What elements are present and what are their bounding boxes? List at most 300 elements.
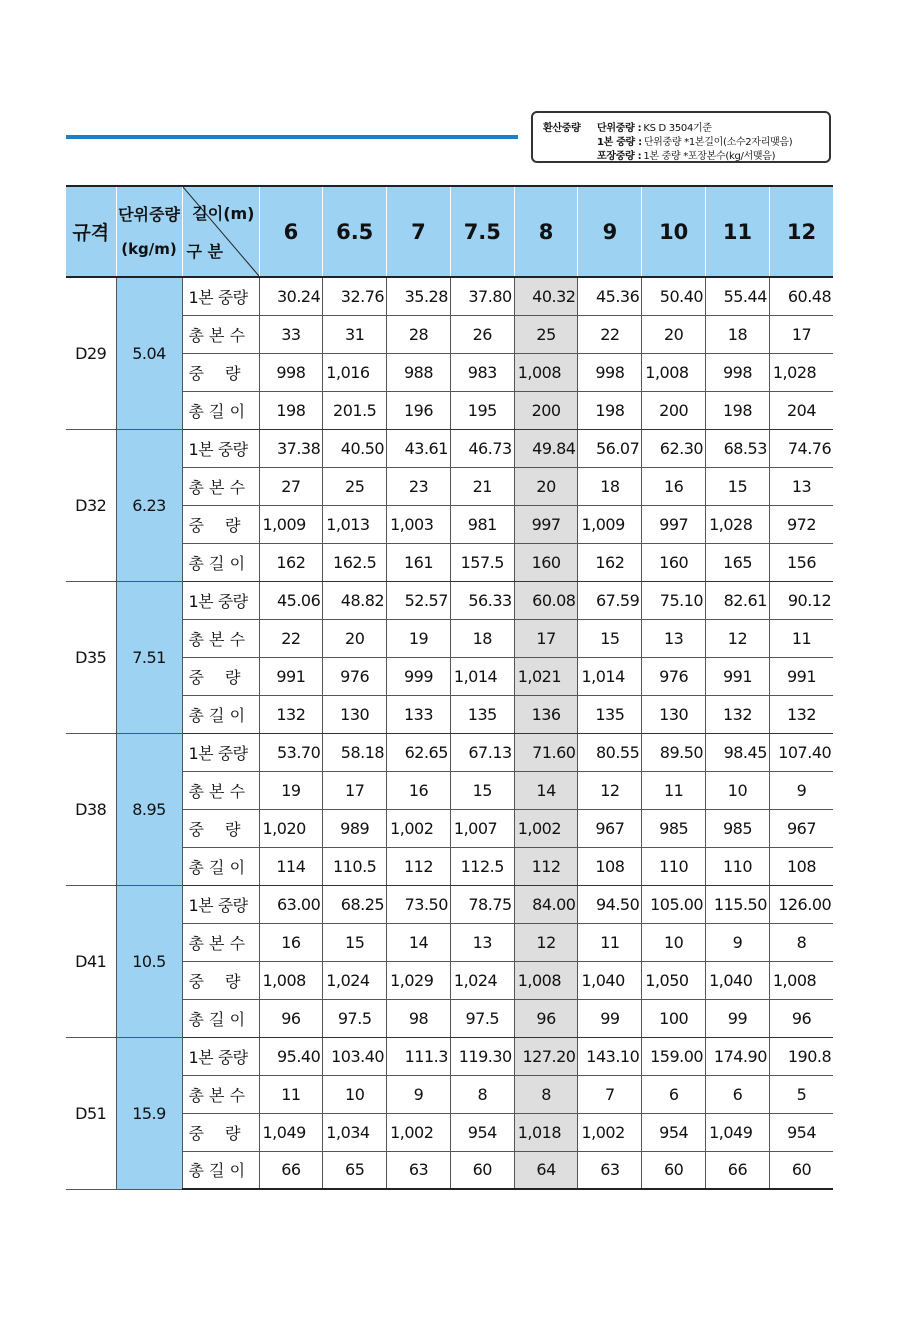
row-label-cell: 중 량	[182, 505, 259, 543]
value-cell: 159.00	[642, 1037, 706, 1075]
value-cell: 981	[450, 505, 514, 543]
value-cell: 35.28	[387, 277, 451, 315]
value-cell: 52.57	[387, 581, 451, 619]
value-cell: 991	[769, 657, 833, 695]
blue-divider-rule	[66, 135, 518, 139]
header-length: 7	[387, 186, 451, 277]
table-row	[66, 315, 833, 353]
value-cell: 27	[259, 467, 323, 505]
value-cell: 21	[450, 467, 514, 505]
value-cell: 954	[642, 1113, 706, 1151]
value-cell: 132	[259, 695, 323, 733]
value-cell: 90.12	[769, 581, 833, 619]
note-label: 포장중량 :	[597, 151, 642, 162]
table-row	[66, 771, 833, 809]
value-cell: 95.40	[259, 1037, 323, 1075]
unit-weight-cell: 10.5	[116, 885, 182, 1037]
value-cell: 28	[387, 315, 451, 353]
value-cell: 94.50	[578, 885, 642, 923]
value-cell: 63	[578, 1151, 642, 1189]
value-cell: 1,028	[769, 353, 833, 391]
value-cell: 30.24	[259, 277, 323, 315]
row-label-cell: 총 본 수	[182, 315, 259, 353]
value-cell: 40.32	[514, 277, 578, 315]
value-cell: 8	[514, 1075, 578, 1113]
value-cell: 1,008	[769, 961, 833, 999]
value-cell: 115.50	[706, 885, 770, 923]
value-cell: 200	[642, 391, 706, 429]
value-cell: 999	[387, 657, 451, 695]
row-label-cell: 중 량	[182, 809, 259, 847]
value-cell: 16	[259, 923, 323, 961]
header-length: 10	[642, 186, 706, 277]
value-cell: 22	[259, 619, 323, 657]
value-cell: 98.45	[706, 733, 770, 771]
value-cell: 1,016	[323, 353, 387, 391]
value-cell: 114	[259, 847, 323, 885]
value-cell: 9	[769, 771, 833, 809]
value-cell: 1,013	[323, 505, 387, 543]
value-cell: 89.50	[642, 733, 706, 771]
value-cell: 65	[323, 1151, 387, 1189]
note-line-unit-weight	[597, 119, 712, 134]
value-cell: 160	[514, 543, 578, 581]
value-cell: 991	[706, 657, 770, 695]
table-row	[66, 505, 833, 543]
row-label-cell: 총 본 수	[182, 619, 259, 657]
spec-cell: D41	[66, 885, 116, 1037]
value-cell: 96	[259, 999, 323, 1037]
value-cell: 103.40	[323, 1037, 387, 1075]
value-cell: 1,002	[514, 809, 578, 847]
value-cell: 135	[450, 695, 514, 733]
value-cell: 15	[323, 923, 387, 961]
note-value: 1본 중량 *포장본수(kg/서맺음)	[643, 151, 776, 162]
row-label-cell: 1본 중량	[182, 733, 259, 771]
value-cell: 96	[769, 999, 833, 1037]
value-cell: 97.5	[450, 999, 514, 1037]
value-cell: 17	[323, 771, 387, 809]
note-heading: 환산중량	[543, 123, 581, 134]
value-cell: 998	[578, 353, 642, 391]
value-cell: 60	[642, 1151, 706, 1189]
spec-cell: D32	[66, 429, 116, 581]
row-label-cell: 1본 중량	[182, 885, 259, 923]
value-cell: 49.84	[514, 429, 578, 467]
value-cell: 976	[323, 657, 387, 695]
value-cell: 985	[706, 809, 770, 847]
value-cell: 126.00	[769, 885, 833, 923]
value-cell: 998	[259, 353, 323, 391]
header-length: 7.5	[450, 186, 514, 277]
table-body	[66, 277, 833, 1189]
value-cell: 200	[514, 391, 578, 429]
table-row	[66, 467, 833, 505]
unit-weight-cell: 5.04	[116, 277, 182, 429]
value-cell: 127.20	[514, 1037, 578, 1075]
value-cell: 7	[578, 1075, 642, 1113]
value-cell: 74.76	[769, 429, 833, 467]
value-cell: 133	[387, 695, 451, 733]
value-cell: 17	[769, 315, 833, 353]
value-cell: 33	[259, 315, 323, 353]
value-cell: 15	[450, 771, 514, 809]
value-cell: 1,008	[259, 961, 323, 999]
value-cell: 50.40	[642, 277, 706, 315]
table-row	[66, 733, 833, 771]
note-value: 단위중량 *1본길이(소수2자리맺음)	[643, 137, 793, 148]
header-kind-label: 구 분	[186, 242, 223, 261]
value-cell: 71.60	[514, 733, 578, 771]
note-value: KS D 3504기준	[643, 123, 712, 134]
value-cell: 156	[769, 543, 833, 581]
value-cell: 99	[706, 999, 770, 1037]
value-cell: 110.5	[323, 847, 387, 885]
value-cell: 119.30	[450, 1037, 514, 1075]
row-label-cell: 총 본 수	[182, 771, 259, 809]
value-cell: 991	[259, 657, 323, 695]
value-cell: 48.82	[323, 581, 387, 619]
value-cell: 1,002	[387, 809, 451, 847]
value-cell: 45.06	[259, 581, 323, 619]
row-label-cell: 중 량	[182, 657, 259, 695]
value-cell: 18	[578, 467, 642, 505]
row-label-cell: 중 량	[182, 353, 259, 391]
value-cell: 20	[642, 315, 706, 353]
row-label-cell: 총 본 수	[182, 923, 259, 961]
value-cell: 5	[769, 1075, 833, 1113]
value-cell: 110	[706, 847, 770, 885]
row-label-cell: 중 량	[182, 1113, 259, 1151]
row-label-cell: 1본 중량	[182, 581, 259, 619]
value-cell: 1,003	[387, 505, 451, 543]
value-cell: 198	[706, 391, 770, 429]
table-row	[66, 961, 833, 999]
value-cell: 75.10	[642, 581, 706, 619]
note-label: 단위중량 :	[597, 123, 642, 134]
unit-weight-cell: 15.9	[116, 1037, 182, 1189]
unit-weight-cell: 6.23	[116, 429, 182, 581]
value-cell: 1,018	[514, 1113, 578, 1151]
value-cell: 954	[450, 1113, 514, 1151]
value-cell: 10	[706, 771, 770, 809]
value-cell: 989	[323, 809, 387, 847]
value-cell: 157.5	[450, 543, 514, 581]
row-label-cell: 총 길 이	[182, 847, 259, 885]
table-row	[66, 619, 833, 657]
row-label-cell: 중 량	[182, 961, 259, 999]
value-cell: 11	[642, 771, 706, 809]
value-cell: 1,024	[450, 961, 514, 999]
value-cell: 37.80	[450, 277, 514, 315]
value-cell: 1,008	[642, 353, 706, 391]
value-cell: 99	[578, 999, 642, 1037]
value-cell: 1,029	[387, 961, 451, 999]
value-cell: 60	[769, 1151, 833, 1189]
value-cell: 1,050	[642, 961, 706, 999]
spec-cell: D29	[66, 277, 116, 429]
value-cell: 8	[769, 923, 833, 961]
header-unit-line1: 단위중량	[118, 204, 180, 224]
value-cell: 997	[642, 505, 706, 543]
row-label-cell: 총 본 수	[182, 467, 259, 505]
unit-weight-cell: 7.51	[116, 581, 182, 733]
value-cell: 1,040	[706, 961, 770, 999]
table-row	[66, 809, 833, 847]
value-cell: 15	[578, 619, 642, 657]
value-cell: 14	[514, 771, 578, 809]
value-cell: 1,009	[578, 505, 642, 543]
value-cell: 967	[769, 809, 833, 847]
value-cell: 198	[578, 391, 642, 429]
header-length: 12	[769, 186, 833, 277]
value-cell: 31	[323, 315, 387, 353]
value-cell: 105.00	[642, 885, 706, 923]
value-cell: 108	[769, 847, 833, 885]
value-cell: 108	[578, 847, 642, 885]
conversion-note-box	[531, 111, 831, 163]
value-cell: 100	[642, 999, 706, 1037]
value-cell: 98	[387, 999, 451, 1037]
table-row	[66, 543, 833, 581]
value-cell: 130	[323, 695, 387, 733]
value-cell: 19	[259, 771, 323, 809]
header-unit-weight	[116, 186, 182, 277]
value-cell: 1,007	[450, 809, 514, 847]
value-cell: 132	[706, 695, 770, 733]
rebar-weight-table	[66, 185, 833, 1190]
row-label-cell: 총 길 이	[182, 999, 259, 1037]
value-cell: 1,049	[259, 1113, 323, 1151]
table-row	[66, 581, 833, 619]
value-cell: 22	[578, 315, 642, 353]
value-cell: 9	[706, 923, 770, 961]
note-line-piece-weight	[597, 133, 792, 148]
value-cell: 198	[259, 391, 323, 429]
value-cell: 60.08	[514, 581, 578, 619]
value-cell: 67.13	[450, 733, 514, 771]
value-cell: 190.8	[769, 1037, 833, 1075]
value-cell: 201.5	[323, 391, 387, 429]
value-cell: 18	[450, 619, 514, 657]
value-cell: 14	[387, 923, 451, 961]
value-cell: 1,008	[514, 353, 578, 391]
value-cell: 983	[450, 353, 514, 391]
value-cell: 1,008	[514, 961, 578, 999]
value-cell: 56.33	[450, 581, 514, 619]
value-cell: 1,049	[706, 1113, 770, 1151]
value-cell: 64	[514, 1151, 578, 1189]
table-row	[66, 391, 833, 429]
value-cell: 161	[387, 543, 451, 581]
value-cell: 40.50	[323, 429, 387, 467]
note-line-package-weight	[597, 147, 775, 162]
row-label-cell: 1본 중량	[182, 1037, 259, 1075]
table-row	[66, 1037, 833, 1075]
value-cell: 954	[769, 1113, 833, 1151]
value-cell: 967	[578, 809, 642, 847]
table-row	[66, 1113, 833, 1151]
value-cell: 972	[769, 505, 833, 543]
table-row	[66, 999, 833, 1037]
value-cell: 12	[578, 771, 642, 809]
value-cell: 19	[387, 619, 451, 657]
value-cell: 20	[514, 467, 578, 505]
table-row	[66, 657, 833, 695]
value-cell: 112	[514, 847, 578, 885]
value-cell: 60.48	[769, 277, 833, 315]
note-label: 1본 중량 :	[597, 137, 642, 148]
value-cell: 45.36	[578, 277, 642, 315]
value-cell: 174.90	[706, 1037, 770, 1075]
value-cell: 195	[450, 391, 514, 429]
value-cell: 13	[642, 619, 706, 657]
value-cell: 130	[642, 695, 706, 733]
value-cell: 13	[769, 467, 833, 505]
value-cell: 18	[706, 315, 770, 353]
value-cell: 1,020	[259, 809, 323, 847]
table-row	[66, 429, 833, 467]
value-cell: 136	[514, 695, 578, 733]
value-cell: 78.75	[450, 885, 514, 923]
value-cell: 1,014	[578, 657, 642, 695]
header-length: 6	[259, 186, 323, 277]
value-cell: 1,014	[450, 657, 514, 695]
header-diagonal-cell	[182, 186, 259, 277]
value-cell: 17	[514, 619, 578, 657]
table-header-row	[66, 186, 833, 277]
value-cell: 111.3	[387, 1037, 451, 1075]
value-cell: 60	[450, 1151, 514, 1189]
row-label-cell: 1본 중량	[182, 429, 259, 467]
value-cell: 10	[642, 923, 706, 961]
value-cell: 1,034	[323, 1113, 387, 1151]
value-cell: 12	[706, 619, 770, 657]
value-cell: 37.38	[259, 429, 323, 467]
value-cell: 988	[387, 353, 451, 391]
value-cell: 107.40	[769, 733, 833, 771]
value-cell: 11	[259, 1075, 323, 1113]
header-spec: 규격	[66, 186, 116, 277]
value-cell: 10	[323, 1075, 387, 1113]
value-cell: 112	[387, 847, 451, 885]
value-cell: 68.25	[323, 885, 387, 923]
value-cell: 53.70	[259, 733, 323, 771]
value-cell: 55.44	[706, 277, 770, 315]
row-label-cell: 총 길 이	[182, 1151, 259, 1189]
value-cell: 1,002	[578, 1113, 642, 1151]
value-cell: 63.00	[259, 885, 323, 923]
value-cell: 82.61	[706, 581, 770, 619]
value-cell: 6	[642, 1075, 706, 1113]
value-cell: 80.55	[578, 733, 642, 771]
row-label-cell: 1본 중량	[182, 277, 259, 315]
value-cell: 97.5	[323, 999, 387, 1037]
table-row	[66, 847, 833, 885]
value-cell: 132	[769, 695, 833, 733]
value-cell: 43.61	[387, 429, 451, 467]
table-row	[66, 1075, 833, 1113]
value-cell: 997	[514, 505, 578, 543]
header-length-label: 길이(m)	[192, 204, 255, 223]
row-label-cell: 총 길 이	[182, 695, 259, 733]
spec-cell: D35	[66, 581, 116, 733]
value-cell: 62.65	[387, 733, 451, 771]
value-cell: 6	[706, 1075, 770, 1113]
value-cell: 160	[642, 543, 706, 581]
value-cell: 1,021	[514, 657, 578, 695]
table-row	[66, 1151, 833, 1189]
value-cell: 56.07	[578, 429, 642, 467]
value-cell: 13	[450, 923, 514, 961]
value-cell: 112.5	[450, 847, 514, 885]
value-cell: 73.50	[387, 885, 451, 923]
value-cell: 162.5	[323, 543, 387, 581]
row-label-cell: 총 본 수	[182, 1075, 259, 1113]
row-label-cell: 총 길 이	[182, 391, 259, 429]
spec-cell: D51	[66, 1037, 116, 1189]
value-cell: 204	[769, 391, 833, 429]
table-row	[66, 695, 833, 733]
value-cell: 11	[769, 619, 833, 657]
value-cell: 46.73	[450, 429, 514, 467]
value-cell: 26	[450, 315, 514, 353]
value-cell: 58.18	[323, 733, 387, 771]
table-row	[66, 277, 833, 315]
header-length: 8	[514, 186, 578, 277]
value-cell: 66	[259, 1151, 323, 1189]
table-row	[66, 353, 833, 391]
value-cell: 135	[578, 695, 642, 733]
value-cell: 20	[323, 619, 387, 657]
value-cell: 976	[642, 657, 706, 695]
value-cell: 110	[642, 847, 706, 885]
value-cell: 143.10	[578, 1037, 642, 1075]
value-cell: 985	[642, 809, 706, 847]
value-cell: 1,028	[706, 505, 770, 543]
value-cell: 165	[706, 543, 770, 581]
header-length: 11	[706, 186, 770, 277]
header-length: 6.5	[323, 186, 387, 277]
row-label-cell: 총 길 이	[182, 543, 259, 581]
value-cell: 1,002	[387, 1113, 451, 1151]
value-cell: 68.53	[706, 429, 770, 467]
spec-cell: D38	[66, 733, 116, 885]
table-row	[66, 885, 833, 923]
value-cell: 16	[387, 771, 451, 809]
value-cell: 25	[323, 467, 387, 505]
value-cell: 23	[387, 467, 451, 505]
value-cell: 1,024	[323, 961, 387, 999]
value-cell: 11	[578, 923, 642, 961]
value-cell: 67.59	[578, 581, 642, 619]
value-cell: 162	[259, 543, 323, 581]
value-cell: 96	[514, 999, 578, 1037]
value-cell: 84.00	[514, 885, 578, 923]
value-cell: 1,009	[259, 505, 323, 543]
value-cell: 63	[387, 1151, 451, 1189]
value-cell: 62.30	[642, 429, 706, 467]
value-cell: 15	[706, 467, 770, 505]
table-row	[66, 923, 833, 961]
value-cell: 196	[387, 391, 451, 429]
value-cell: 998	[706, 353, 770, 391]
header-unit-line2: (kg/m)	[121, 239, 177, 258]
value-cell: 25	[514, 315, 578, 353]
header-length: 9	[578, 186, 642, 277]
unit-weight-cell: 8.95	[116, 733, 182, 885]
value-cell: 32.76	[323, 277, 387, 315]
